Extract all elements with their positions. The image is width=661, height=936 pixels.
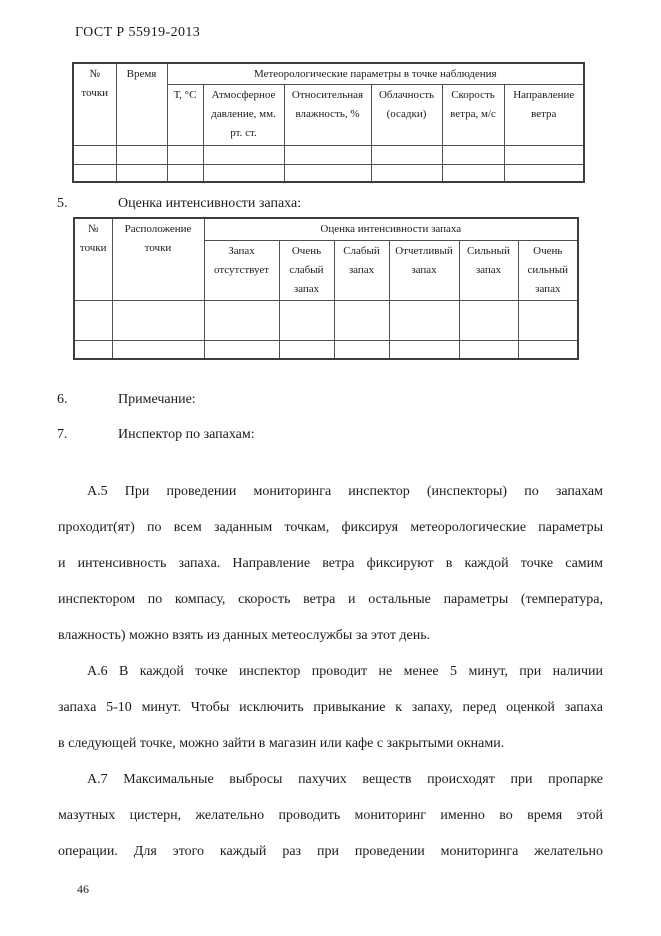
empty-cell [334, 340, 389, 359]
meteo-col-temperature: Т, °С [167, 85, 203, 146]
text-line: операции. Для этого каждый раз при проведении мониторинга желательно [58, 844, 603, 859]
empty-cell [504, 146, 584, 165]
odor-col-none: Запах отсутствует [204, 240, 279, 300]
odor-col-distinct: Отчетливый запах [389, 240, 459, 300]
empty-cell [74, 340, 112, 359]
meteo-header-row-1 [73, 63, 584, 85]
meteo-col-cloudiness: Облачность (осадки) [371, 85, 442, 146]
paragraph-a5 [58, 474, 603, 654]
text-line: в следующей точке, можно зайти в магазин или кафе с закрытыми окнами. [58, 736, 505, 751]
empty-cell [459, 300, 518, 340]
empty-cell [74, 300, 112, 340]
empty-cell [112, 340, 204, 359]
empty-cell [73, 146, 116, 165]
text-line: инспектором по компасу, скорость ветра и остальные параметры (температура, [58, 592, 603, 607]
document-title: ГОСТ Р 55919-2013 [75, 25, 201, 40]
empty-cell [112, 300, 204, 340]
empty-cell [203, 165, 284, 182]
empty-cell [504, 165, 584, 182]
odor-group-header: Оценка интенсивности запаха [204, 218, 578, 240]
section-item-7 [57, 425, 255, 445]
empty-cell [334, 300, 389, 340]
empty-cell [442, 146, 504, 165]
paragraph-a7 [58, 762, 603, 870]
page-number: 46 [77, 882, 89, 896]
empty-cell [116, 165, 167, 182]
empty-cell [279, 300, 334, 340]
empty-cell [371, 165, 442, 182]
section-number: 6. [57, 392, 68, 407]
empty-cell [284, 146, 371, 165]
section-title: Оценка интенсивности запаха: [118, 196, 302, 211]
section-number: 7. [57, 427, 68, 442]
section-title: Инспектор по запахам: [118, 427, 255, 442]
meteo-col-wind-speed: Скорость ветра, м/с [442, 85, 504, 146]
empty-cell [371, 146, 442, 165]
meteo-group-header: Метеорологические параметры в точке наблюдения [167, 63, 584, 85]
empty-cell [459, 340, 518, 359]
empty-cell [167, 165, 203, 182]
paragraph-a6 [58, 654, 603, 762]
meteo-col-pressure: Атмосферное давление, мм. рт. ст. [203, 85, 284, 146]
text-line: А.6 В каждой точке инспектор проводит не менее 5 минут, при наличии [87, 664, 603, 679]
empty-cell [518, 340, 578, 359]
empty-cell [73, 165, 116, 182]
empty-cell [389, 340, 459, 359]
empty-cell [284, 165, 371, 182]
section-item-5 [57, 194, 301, 214]
text-line: влажность) можно взять из данных метеослужбы за этот день. [58, 628, 431, 643]
empty-cell [389, 300, 459, 340]
meteo-col-time: Время [116, 63, 167, 146]
meteo-col-wind-direction: Направление ветра [504, 85, 584, 146]
meteo-empty-row [73, 146, 584, 165]
text-line: запаха 5-10 минут. Чтобы исключить привыкание к запаху, перед оценкой запаха [58, 700, 603, 715]
section-item-6 [57, 390, 196, 410]
empty-cell [204, 340, 279, 359]
odor-empty-row [74, 340, 578, 359]
meteo-table [72, 62, 585, 183]
section-number: 5. [57, 196, 68, 211]
empty-cell [203, 146, 284, 165]
empty-cell [279, 340, 334, 359]
section-title: Примечание: [118, 392, 196, 407]
empty-cell [116, 146, 167, 165]
odor-col-weak: Слабый запах [334, 240, 389, 300]
empty-cell [204, 300, 279, 340]
meteo-col-humidity: Относительная влажность, % [284, 85, 371, 146]
empty-cell [518, 300, 578, 340]
text-line: и интенсивность запаха. Направление ветра фиксируют в каждой точке самим [58, 556, 603, 571]
odor-col-point: № точки [74, 218, 112, 300]
odor-col-very-strong: Очень сильный запах [518, 240, 578, 300]
text-line: А.5 При проведении мониторинга инспектор (инспекторы) по запахам [87, 484, 603, 499]
odor-header-row-1 [74, 218, 578, 240]
body-text [58, 474, 603, 870]
odor-empty-row [74, 300, 578, 340]
text-line: мазутных цистерн, желательно проводить мониторинг именно во время этой [58, 808, 603, 823]
odor-table [73, 217, 579, 360]
text-line: проходит(ят) по всем заданным точкам, фиксируя метеорологические параметры [58, 520, 603, 535]
empty-cell [167, 146, 203, 165]
odor-col-location: Расположение точки [112, 218, 204, 300]
text-line: А.7 Максимальные выбросы пахучих веществ происходят при пропарке [87, 772, 603, 787]
odor-col-very-weak: Очень слабый запах [279, 240, 334, 300]
meteo-empty-row [73, 165, 584, 182]
meteo-col-point: № точки [73, 63, 116, 146]
empty-cell [442, 165, 504, 182]
odor-col-strong: Сильный запах [459, 240, 518, 300]
